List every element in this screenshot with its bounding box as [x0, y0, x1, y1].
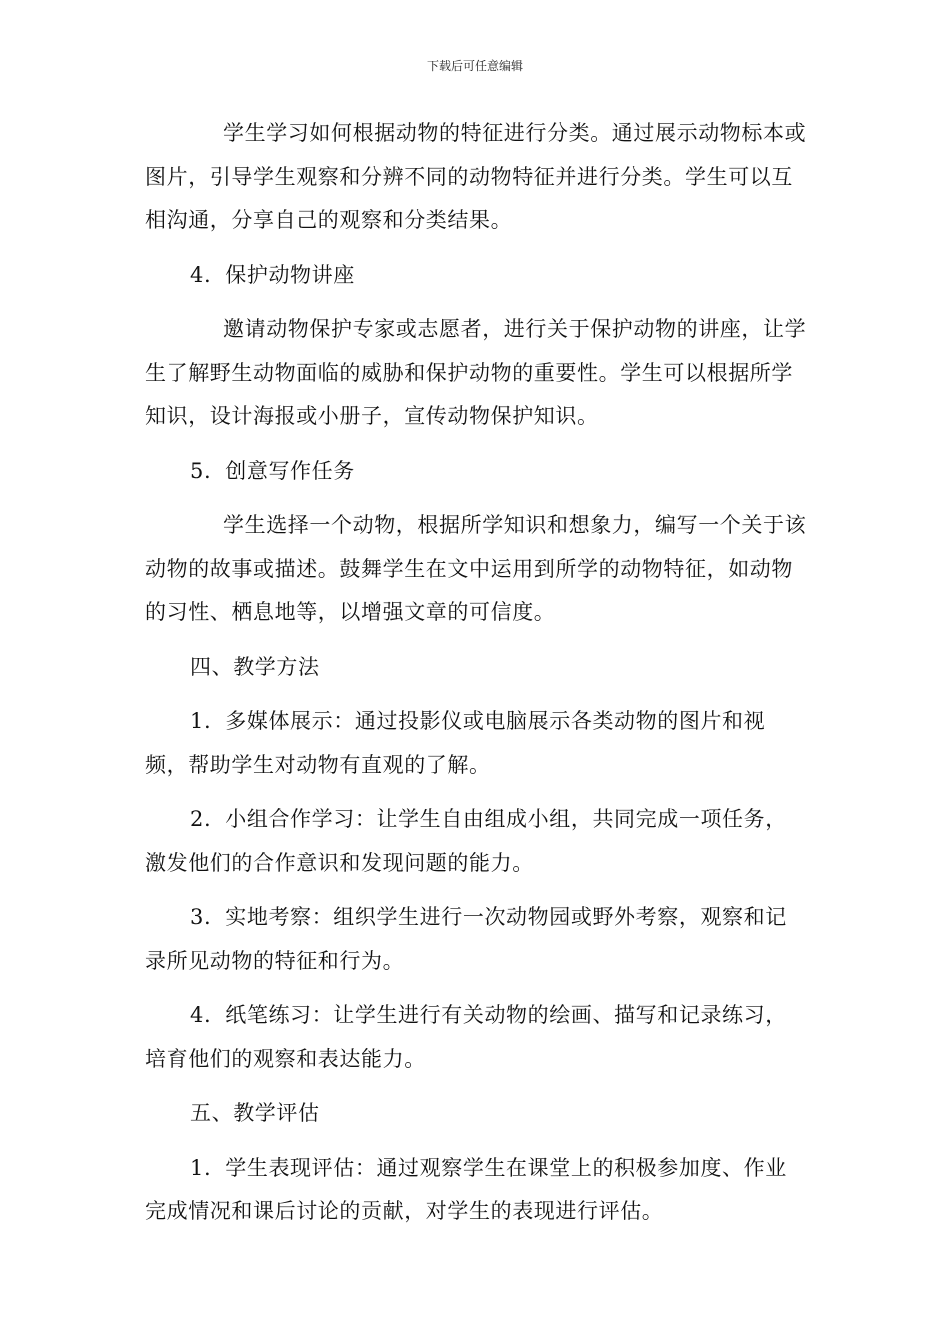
method-item-field-trip — [145, 896, 807, 983]
item-text: 多媒体展示：通过投影仪或电脑展示各类动物的图片和视频，帮助学生对动物有直观的了解。 — [145, 709, 766, 777]
heading-protection-lecture — [145, 254, 807, 298]
item-text: 小组合作学习：让学生自由组成小组，共同完成一项任务，激发他们的合作意识和发现问题的能力。 — [145, 807, 787, 875]
paragraph-writing: 学生选择一个动物，根据所学知识和想象力，编写一个关于该动物的故事或描述。鼓舞学生在文中运用到所学的动物特征，如动物的习性、栖息地等，以增强文章的可信度。 — [145, 513, 807, 624]
item-number: 1. — [190, 1155, 212, 1180]
section-heading-assessment: 五、教学评估 — [190, 1101, 320, 1125]
method-item-paper-practice — [145, 994, 807, 1081]
paragraph-classification: 学生学习如何根据动物的特征进行分类。通过展示动物标本或图片，引导学生观察和分辨不同的动物特征并进行分类。学生可以互相沟通，分享自己的观察和分类结果。 — [145, 121, 807, 232]
item-number: 3. — [190, 905, 212, 929]
item-number: 4. — [190, 262, 212, 287]
item-text: 实地考察：组织学生进行一次动物园或野外考察，观察和记录所见动物的特征和行为。 — [145, 905, 787, 973]
item-number: 4. — [190, 1003, 212, 1027]
item-number: 1. — [190, 709, 212, 733]
item-text: 创意写作任务 — [225, 458, 355, 483]
assessment-item-performance — [145, 1147, 807, 1234]
item-text: 学生表现评估：通过观察学生在课堂上的积极参加度、作业完成情况和课后讨论的贡献，对学生的表现进行评估。 — [145, 1155, 787, 1223]
item-number: 2. — [190, 807, 212, 831]
heading-creative-writing — [145, 450, 807, 494]
item-text: 保护动物讲座 — [225, 262, 355, 287]
document-body — [145, 112, 807, 1245]
paragraph-lecture: 邀请动物保护专家或志愿者，进行关于保护动物的讲座，让学生了解野生动物面临的威胁和保护动物的重要性。学生可以根据所学知识，设计海报或小册子，宣传动物保护知识。 — [145, 317, 807, 428]
method-item-multimedia — [145, 700, 807, 787]
page-header: 下载后可任意编辑 — [426, 59, 523, 73]
section-heading-methods: 四、教学方法 — [190, 654, 320, 679]
item-number: 5. — [190, 458, 212, 483]
item-text: 纸笔练习：让学生进行有关动物的绘画、描写和记录练习，培育他们的观察和表达能力。 — [145, 1003, 787, 1071]
method-item-group-work — [145, 798, 807, 885]
